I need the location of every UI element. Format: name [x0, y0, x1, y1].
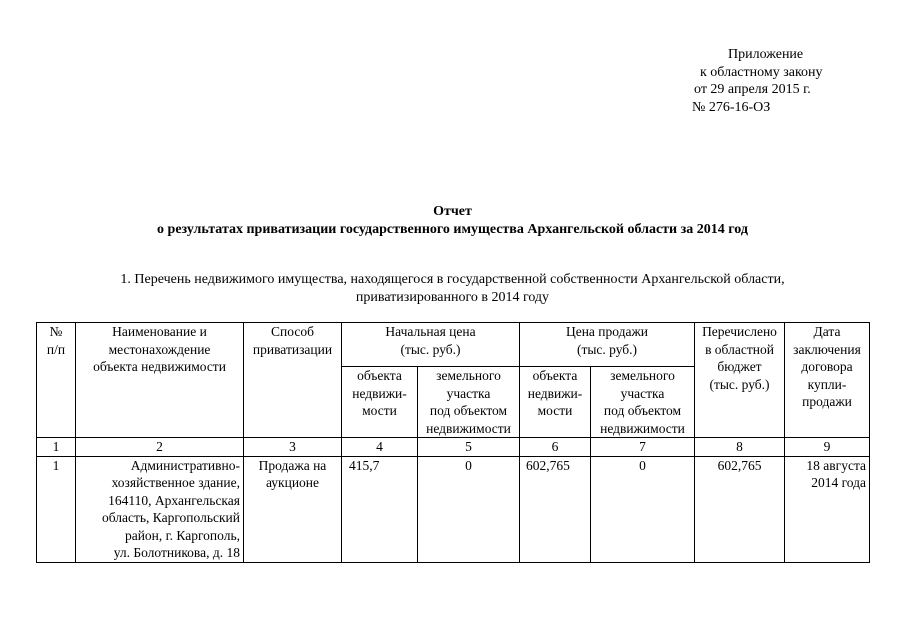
row-date: 18 августа 2014 года — [785, 456, 870, 562]
section-heading — [0, 271, 905, 307]
report-title-line-2: о результатах приватизации государственного имущества Архангельской области за 2014 год — [157, 222, 748, 237]
row-object-name: Административно- хозяйственное здание, 164110, Архангельская область, Каргопольский район, г. Каргополь, ул. Болотникова, д. 18 — [76, 456, 244, 562]
header-sale-price: Цена продажи (тыс. руб.) — [520, 323, 695, 367]
col-number-1: 1 — [37, 438, 76, 457]
header-sale-object: объекта недвижи- мости — [520, 367, 591, 438]
header-num: № п/п — [37, 323, 76, 438]
header-initial-land: земельного участка под объектом недвижимости — [418, 367, 520, 438]
col-number-6: 6 — [520, 438, 591, 457]
header-row-1 — [37, 323, 870, 367]
report-title-line-1: Отчет — [433, 204, 472, 219]
col-number-2: 2 — [76, 438, 244, 457]
privatization-table — [36, 322, 870, 563]
col-number-9: 9 — [785, 438, 870, 457]
header-initial-object: объекта недвижи- мости — [342, 367, 418, 438]
row-initial-land: 0 — [418, 456, 520, 562]
col-number-8: 8 — [695, 438, 785, 457]
appendix-line-1: Приложение — [728, 47, 804, 62]
col-number-3: 3 — [244, 438, 342, 457]
column-number-row — [37, 438, 870, 457]
report-title — [0, 203, 905, 239]
row-num: 1 — [37, 456, 76, 562]
header-method: Способ приватизации — [244, 323, 342, 438]
header-name: Наименование и местонахождение объекта недвижимости — [76, 323, 244, 438]
header-date: Дата заключения договора купли- продажи — [785, 323, 870, 438]
appendix-block — [692, 46, 862, 116]
row-sale-object: 602,765 — [520, 456, 591, 562]
table-row — [37, 456, 870, 562]
row-method: Продажа на аукционе — [244, 456, 342, 562]
col-number-5: 5 — [418, 438, 520, 457]
row-transferred: 602,765 — [695, 456, 785, 562]
header-sale-land: земельного участка под объектом недвижимости — [591, 367, 695, 438]
appendix-line-2: к областному закону — [700, 64, 823, 80]
appendix-line-4: № 276-16-ОЗ — [692, 99, 771, 115]
col-number-7: 7 — [591, 438, 695, 457]
row-sale-land: 0 — [591, 456, 695, 562]
col-number-4: 4 — [342, 438, 418, 457]
header-transferred: Перечислено в областной бюджет (тыс. руб.) — [695, 323, 785, 438]
section-heading-line-1: 1. Перечень недвижимого имущества, находящегося в государственной собственности Архангельской области, — [120, 272, 785, 287]
row-initial-object: 415,7 — [342, 456, 418, 562]
appendix-line-3: от 29 апреля 2015 г. — [694, 82, 811, 97]
section-heading-line-2: приватизированного в 2014 году — [355, 290, 550, 305]
header-initial-price: Начальная цена (тыс. руб.) — [342, 323, 520, 367]
